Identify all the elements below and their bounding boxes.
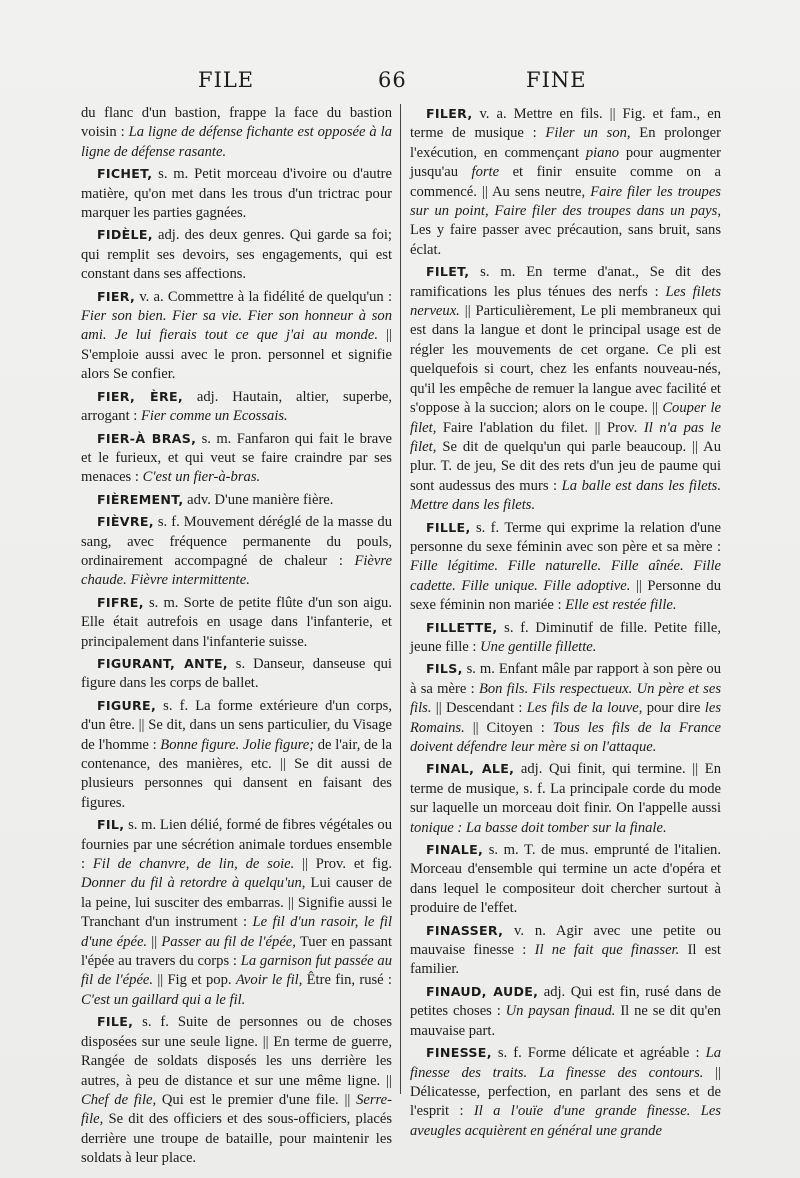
entry-text: s. m. Petit morceau d'ivoire ou d'autre matière, qu'on met dans les trous d'un trictrac pour marquer les parties gagnées. — [81, 166, 392, 222]
entry-text: s. f. Suite de personnes ou de choses disposées sur une seule ligne. || En terme de guerre, Rangée de soldats disposés les uns derrière les autres, à peu de distance et sur une même ligne. || — [81, 1014, 392, 1089]
dictionary-entry — [81, 387, 392, 427]
entry-text: adj. Qui finit, qui termine. || En terme de musique, s. f. La principale corde du mode sur laquelle un morceau doit finir. On l'appelle aussi — [410, 761, 721, 817]
entry-text: s. m. T. de mus. emprunté de l'italien. Morceau d'ensemble qui termine un acte d'opéra et dans lequel le compositeur doit chercher surtout à produire de l'effet. — [410, 842, 721, 917]
entry-example: Elle est restée fille. — [565, 597, 677, 614]
dictionary-entry — [410, 759, 721, 838]
entry-example: Il ne fait que finasser. — [534, 942, 680, 959]
entry-example: C'est un fier-à-bras. — [142, 469, 261, 486]
entry-example: Fil de chanvre, de lin, de soie. — [92, 856, 295, 873]
dictionary-entry — [410, 840, 721, 919]
entry-example: Le fil d'un rasoir, le fil d'une épée. — [81, 914, 392, 950]
entry-text: || Délicatesse, perfection, en parlant des sens et de l'esprit : — [410, 1064, 721, 1120]
entry-example: Il a l'ouïe d'une grande finesse. Les aveugles acquièrent en général une grande — [410, 1103, 721, 1139]
dictionary-entry — [81, 164, 392, 223]
dictionary-entry — [81, 1012, 392, 1168]
entry-text: || Citoyen : — [464, 719, 553, 736]
entry-example: Tous les fils de la France doivent défendre leur mère si on l'attaque. — [410, 719, 721, 755]
dictionary-entry — [81, 815, 392, 1010]
dictionary-entry — [81, 512, 392, 591]
entry-example: Les fils de la louve, — [526, 700, 643, 717]
entry-text: s. f. Diminutif de fille. Petite fille, jeune fille : — [410, 619, 721, 655]
header-right-word: FINE — [526, 68, 587, 92]
entry-text: || — [147, 933, 162, 950]
entry-example: les Romains. — [410, 700, 721, 736]
entry-example: Il n'a pas le filet, — [410, 419, 721, 455]
right-column — [410, 104, 721, 1143]
column-divider — [400, 104, 401, 1094]
page-header — [90, 64, 736, 98]
entry-example: Fier comme un Ecossais. — [140, 408, 288, 425]
entry-text: || Descendant : — [431, 700, 527, 717]
dictionary-entry — [410, 618, 721, 658]
dictionary-entry — [81, 696, 392, 813]
entry-text: Il est familier. — [410, 942, 721, 978]
entry-text: s. m. En terme d'anat., Se dit des ramifications les plus ténues des nerfs : — [410, 264, 721, 300]
entry-headword: FIÈREMENT, — [97, 491, 184, 507]
dictionary-entry — [81, 287, 392, 385]
entry-example: Une gentille fillette. — [480, 638, 597, 655]
dictionary-entry — [410, 982, 721, 1041]
dictionary-entry — [81, 429, 392, 488]
dictionary-entry — [410, 104, 721, 260]
entry-text: s. m. Sorte de petite flûte d'un son aigu. Elle était autrefois en usage dans l'infanterie, et principalement dans l'infanterie suisse. — [81, 594, 392, 650]
entry-example: Avoir le fil, — [235, 972, 303, 989]
entry-text: v. n. Agir avec une petite ou mauvaise finesse : — [410, 922, 721, 959]
entry-example: Donner du fil à retordre à quelqu'un, — [81, 875, 306, 892]
entry-example: tonique : La basse doit tomber sur la finale. — [410, 819, 667, 836]
entry-text: s. f. Mouvement déréglé de la masse du sang, avec fréquence permanente du pouls, ordinairement accompagné de chaleur : — [81, 514, 392, 569]
entry-text: v. a. Commettre à la fidélité de quelqu'un : — [135, 288, 392, 305]
dictionary-entry — [81, 593, 392, 652]
entry-text: s. f. La forme extérieure d'un corps, d'un être. || Se dit, dans un sens particulier, du Visage de l'homme : — [81, 697, 392, 753]
dictionary-entry — [410, 262, 721, 515]
page-number: 66 — [378, 68, 407, 92]
left-column — [81, 104, 392, 1171]
entry-text: Les y faire passer avec précaution, sans bruit, sans éclat. — [410, 222, 721, 258]
entry-text: adj. Qui est fin, rusé dans de petites choses : — [410, 983, 721, 1020]
entry-headword: FILLETTE, — [426, 619, 498, 635]
entry-text: Lui causer de la peine, lui susciter des embarras. || Signifie aussi le Tranchant d'un instrument : — [81, 875, 392, 931]
dictionary-entry — [81, 104, 392, 162]
entry-headword: FINASSER, — [426, 922, 504, 938]
entry-text: Tuer en passant l'épée au travers du corps : — [81, 933, 393, 970]
entry-example: Fille légitime. Fille naturelle. Fille aînée. Fille cadette. Fille unique. Fille adoptive. — [410, 558, 721, 594]
entry-text: Se dit de quelqu'un qui parle beaucoup. || Au plur. T. de jeu, Se dit des rets d'un jeu de paume qui sont audessus des murs : — [410, 438, 721, 494]
entry-text: de l'air, de la contenance, des manières, etc. || Se dit aussi de plusieurs personnes qui dansent en faisant des figures. — [81, 736, 392, 811]
entry-headword: FILET, — [426, 264, 470, 280]
entry-headword: FINESSE, — [426, 1045, 492, 1061]
entry-example: La finesse des traits. La finesse des contours. — [410, 1045, 721, 1081]
entry-headword: FIER-À BRAS, — [97, 430, 197, 446]
entry-headword: FIFRE, — [97, 594, 144, 610]
entry-example: Fier son bien. Fier sa vie. Fier son honneur à son ami. Je lui fierais tout ce que j'ai au monde. — [81, 308, 392, 344]
entry-headword: FIER, — [97, 288, 136, 304]
entry-text: et finir ensuite comme on a commencé. || Au sens neutre, — [410, 164, 721, 200]
entry-example: La garnison fut passée au fil de l'épée. — [81, 953, 393, 989]
dictionary-entry — [410, 921, 721, 980]
entry-text: En prolonger l'exécution, en commençant — [410, 125, 721, 161]
entry-text: adj. Hautain, altier, superbe, arrogant : — [81, 388, 392, 425]
entry-headword: FILS, — [426, 661, 463, 677]
header-left-word: FILE — [198, 68, 255, 92]
entry-text: s. f. Forme délicate et agréable : — [491, 1045, 706, 1062]
entry-example: Faire filer les troupes sur un point, Faire filer des troupes dans un pays, — [410, 183, 721, 220]
entry-text: pour augmenter jusqu'au — [410, 144, 722, 181]
entry-headword: FILLE, — [426, 519, 471, 535]
entry-text: || Particulièrement, Le pli membraneux qui est dans la langue et dont le principal usage est de régler les mouvements de cet organe. Ce pli est quelquefois si court, chez les enfants nouveau-nés, qu'il les empêche de remuer la langue avec facilité et s'oppose à la succion; alors on le coupe. || — [410, 303, 721, 417]
entry-headword: FIL, — [97, 817, 125, 833]
entry-headword: FIDÈLE, — [97, 227, 153, 243]
entry-headword: FIER, ÈRE, — [97, 388, 183, 404]
entry-headword: FIÈVRE, — [97, 514, 154, 530]
entry-text: s. Danseur, danseuse qui figure dans les corps de ballet. — [81, 655, 392, 692]
entry-example: Passer au fil de l'épée, — [161, 933, 296, 950]
entry-text: pour dire — [642, 700, 705, 717]
entry-headword: FINAL, ALE, — [426, 761, 515, 777]
entry-headword: FINALE, — [426, 842, 484, 858]
entry-text: s. m. Enfant mâle par rapport à son père ou à sa mère : — [410, 661, 721, 697]
entry-headword: FINAUD, AUDE, — [426, 983, 539, 999]
entry-text: || Personne du sexe féminin non mariée : — [410, 577, 721, 614]
entry-example: Couper le filet, — [410, 400, 721, 436]
entry-example: Fièvre chaude. Fièvre intermittente. — [81, 552, 392, 589]
entry-example: Chef de file, — [81, 1091, 157, 1108]
entry-text: Être fin, rusé : — [302, 972, 392, 989]
entry-example: La ligne de défense fichante est opposée à la ligne de défense rasante. — [81, 124, 392, 160]
entry-headword: FICHET, — [97, 166, 153, 182]
dictionary-entry — [410, 518, 721, 616]
entry-example: La balle est dans les filets. Mettre dans les filets. — [410, 477, 722, 514]
entry-headword: FILE, — [97, 1014, 134, 1030]
entry-text: s. m. Fanfaron qui fait le brave et le furieux, et qui veut se faire craindre par ses menaces : — [81, 430, 392, 486]
entry-example: Bonne figure. Jolie figure; — [160, 736, 315, 753]
entry-example: C'est un gaillard qui a le fil. — [81, 991, 246, 1008]
entry-headword: FIGURANT, ANTE, — [97, 655, 228, 671]
entry-example: Un paysan finaud. — [505, 1003, 616, 1020]
entry-example: Serre-file, — [81, 1091, 392, 1128]
entry-text: || Prov. et fig. — [294, 856, 393, 873]
entry-example: forte — [471, 164, 500, 181]
entry-text: || Fig et pop. — [153, 972, 236, 989]
entry-example: Les filets nerveux. — [410, 283, 722, 320]
dictionary-entry — [81, 225, 392, 284]
entry-text: adv. D'une manière fière. — [183, 491, 334, 508]
entry-text: Se dit des officiers et des sous-officiers, placés derrière une troupe de bataille, pour maintenir les soldats à leur place. — [81, 1111, 392, 1167]
entry-text: || S'emploie aussi avec le pron. personnel et signifie alors Se confier. — [81, 327, 392, 383]
dictionary-entry — [410, 1043, 721, 1141]
entry-text: Faire l'ablation du filet. || Prov. — [436, 419, 644, 436]
dictionary-entry — [410, 659, 721, 757]
entry-text: Qui est le premier d'une file. || — [156, 1091, 357, 1108]
entry-text: Il ne se dit qu'en mauvaise part. — [410, 1003, 721, 1039]
entry-example: Bon fils. Fils respectueux. Un père et ses fils. — [410, 680, 721, 717]
dictionary-entry — [81, 654, 392, 694]
entry-headword: FILER, — [426, 106, 473, 121]
entry-headword: FIGURE, — [97, 697, 157, 713]
entry-text: s. f. Terme qui exprime la relation d'une personne du sexe féminin avec son père et sa mère : — [410, 519, 721, 555]
entry-text: adj. des deux genres. Qui garde sa foi; qui remplit ses devoirs, ses engagements, qui est constant dans ses affections. — [81, 227, 392, 283]
entry-example: piano — [585, 144, 620, 161]
dictionary-entry — [81, 490, 392, 510]
entry-text: s. m. Lien délié, formé de fibres végétales ou fournies par une sécrétion animale tordues ensemble : — [81, 817, 392, 873]
entry-example: Filer un son, — [545, 125, 631, 142]
entry-text: v. a. Mettre en fils. || Fig. et fam., en terme de musique : — [410, 106, 721, 142]
entry-text: du flanc d'un bastion, frappe la face du bastion voisin : — [81, 105, 392, 141]
